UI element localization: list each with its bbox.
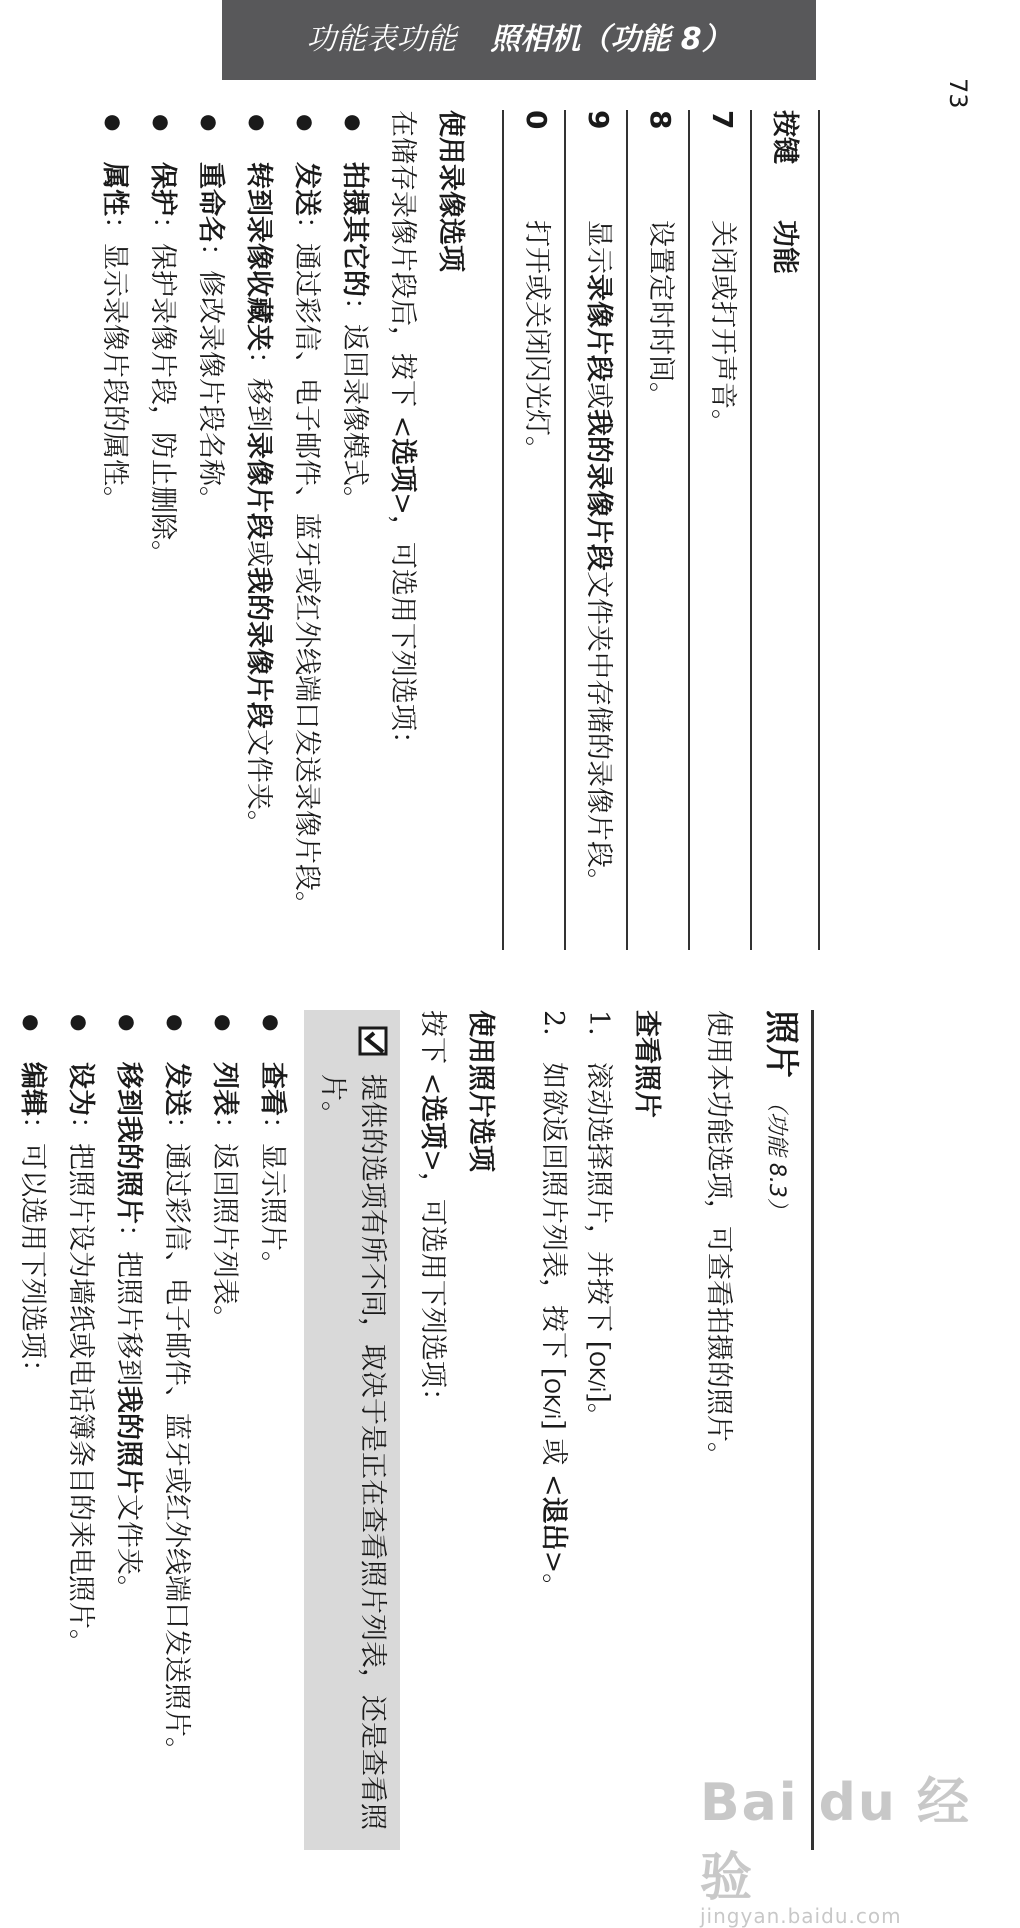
list-item: ● 移到我的照片：把照片移到我的照片文件夹。 [108,1010,148,1850]
function-cell: 显示录像片段或我的录像片段文件夹中存储的录像片段。 [565,220,627,950]
page-number: 73 [944,78,972,109]
table-header-row [751,110,819,950]
function-cell: 关闭或打开声音。 [689,220,751,950]
key-cell: 8 [627,110,689,220]
rotated-page-content [0,110,820,1850]
header-bar [222,0,816,80]
view-photos-heading: 查看照片 [631,1010,662,1118]
photo-options-intro: 按下 <选项>，可选用下列选项： [417,1010,448,1415]
key-function-table [502,110,820,950]
video-options-intro: 在储存录像片段后，按下 <选项>，可选用下列选项： [387,110,418,758]
note-box [304,1010,400,1850]
photo-options-heading: 使用照片选项 [465,1010,496,1172]
list-item: ● 发送：通过彩信、电子邮件、蓝牙或红外线端口发送照片。 [156,1010,196,1850]
right-column [0,1010,820,1850]
header-chapter-title: 照相机（功能 8） [490,22,732,57]
ok-key-icon: OK/i [540,1378,564,1420]
list-item: ● 发送：通过彩信、电子邮件、蓝牙或红外线端口发送录像片段。 [286,110,326,950]
list-item: ● 列表：返回照片列表。 [204,1010,244,1850]
list-item: 2. 如欲返回照片列表，按下 [OK/i] 或 <退出>。 [538,1010,569,1601]
list-item: ● 保护：保护录像片段，防止删除。 [142,110,182,950]
list-item: ● 查看：显示照片。 [252,1010,292,1850]
watermark-logo: Bai du 经验 [700,1773,971,1908]
list-item: 1. 滚动选择照片，并按下 [OK/i]。 [583,1010,614,1430]
list-item: ● 属性：显示录像片段的属性。 [94,110,134,950]
view-photos-steps [532,1010,618,1850]
key-cell: 0 [503,110,565,220]
video-options-heading: 使用录像选项 [435,110,466,272]
watermark [700,1760,1020,1928]
header-title [222,14,816,58]
key-cell: 7 [689,110,751,220]
table-row [503,110,565,950]
photos-intro: 使用本功能选项，可查看拍摄的照片。 [703,1010,734,1469]
column-header-key: 按键 [751,110,819,220]
list-item: ● 转到录像收藏夹：移到录像片段或我的录像片段文件夹。 [238,110,278,950]
video-options-list [94,110,374,950]
column-header-function: 功能 [751,220,819,950]
list-item: ● 设为：把照片设为墙纸或电话簿条目的来电照片。 [60,1010,100,1850]
table-row [565,110,627,950]
list-item: ● 重命名：修改录像片段名称。 [190,110,230,950]
ok-key-icon: OK/i [585,1351,609,1393]
table-row [627,110,689,950]
photo-options-list [12,1010,292,1850]
note-text: 提供的选项有所不同，取决于是正在查看照片列表，还是查看照片。 [317,1074,388,1830]
checkbox-note-icon [358,1024,388,1058]
photos-section-subtitle: （功能 8.3） [764,1089,789,1220]
list-item: ● 编辑：可以选用下列选项： [12,1010,52,1850]
function-cell: 设置定时时间。 [627,220,689,950]
photos-section-title: 照片 （功能 8.3） [748,1010,814,1850]
table-row [689,110,751,950]
list-item: ● 拍摄其它的：返回录像模式。 [334,110,374,950]
left-column [0,110,820,950]
header-section: 功能表功能 [306,22,457,57]
watermark-url: jingyan.baidu.com [700,1904,902,1928]
function-cell: 打开或关闭闪光灯。 [503,220,565,950]
key-cell: 9 [565,110,627,220]
